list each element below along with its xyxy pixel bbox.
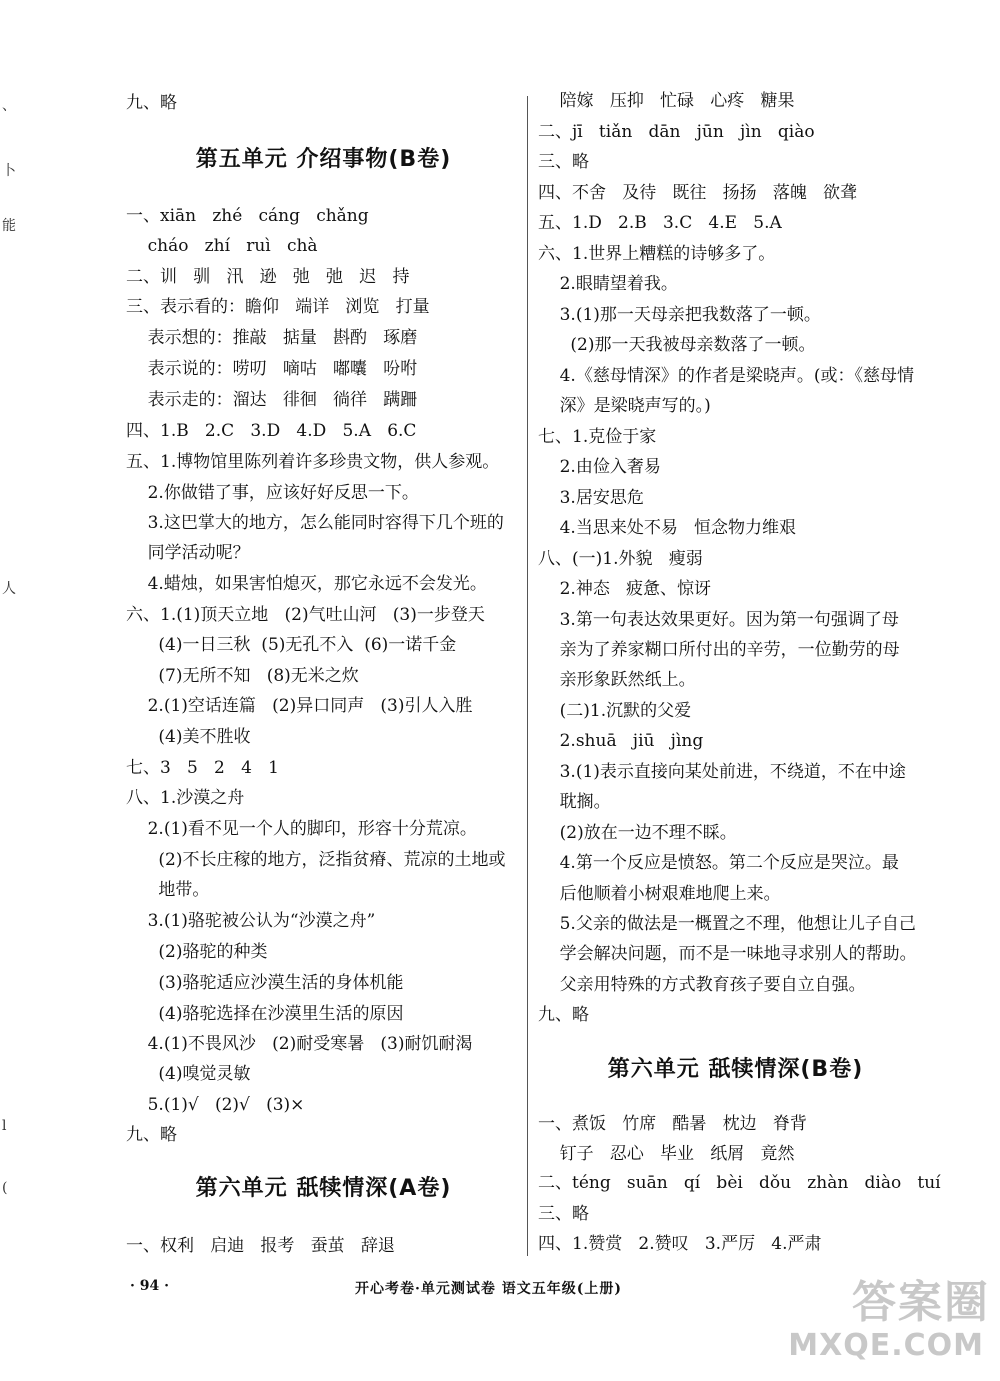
answer-line: 2.你做错了事，应该好好反思一下。 — [126, 483, 419, 503]
answer-line: (2)那一天我被母亲数落了一顿。 — [538, 335, 816, 355]
edge-mark: ( — [2, 1180, 8, 1196]
answer-line: 2.神态 疲惫、惊讶 — [538, 579, 712, 599]
answer-line: 三、表示看的：瞻仰 端详 浏览 打量 — [126, 297, 430, 317]
answer-line: 4.第一个反应是愤怒。第二个反应是哭泣。最 — [538, 853, 899, 873]
answer-line: 二、训 驯 汛 逊 弛 弛 迟 持 — [126, 267, 410, 287]
answer-line: 耽搁。 — [538, 792, 611, 812]
watermark-bottom: MXQE.COM — [788, 1328, 984, 1363]
answer-line: 三、略 — [538, 152, 589, 172]
answer-line: 钉子 忍心 毕业 纸屑 竟然 — [538, 1144, 795, 1164]
answer-line: (2)骆驼的种类 — [126, 942, 268, 962]
watermark-logo — [788, 1262, 990, 1372]
answer-line: 学会解决问题，而不是一味地寻求别人的帮助。 — [538, 944, 917, 964]
answer-line: 一、xiān zhé cáng chǎng — [126, 206, 369, 226]
answer-line: 2.由俭入奢易 — [538, 457, 661, 477]
answer-line: 3.(1)那一天母亲把我数落了一顿。 — [538, 305, 821, 325]
answer-line: 深》是梁晓声写的。) — [538, 396, 711, 416]
answer-line: 2.(1)空话连篇 (2)异口同声 (3)引人入胜 — [126, 696, 473, 716]
answer-line: 5.(1)√ (2)√ (3)× — [126, 1095, 305, 1115]
answer-line: 同学活动呢？ — [126, 543, 250, 563]
answer-line: 4.(1)不畏风沙 (2)耐受寒暑 (3)耐饥耐渴 — [126, 1034, 473, 1054]
answer-line: 四、1.赞赏 2.赞叹 3.严厉 4.严肃 — [538, 1234, 822, 1254]
edge-mark: 能 — [2, 218, 16, 234]
answer-line: 六、1.世界上糟糕的诗够多了。 — [538, 244, 776, 264]
answer-line: 七、1.克俭于家 — [538, 427, 657, 447]
answer-line: 亲形象跃然纸上。 — [538, 670, 696, 690]
answer-line: 陪嫁 压抑 忙碌 心疼 糖果 — [538, 91, 795, 111]
answer-line: 四、不舍 及待 既往 扬扬 落魄 欲聋 — [538, 183, 858, 203]
answer-line: 八、(一)1.外貌 瘦弱 — [538, 549, 703, 569]
answer-line: 五、1.博物馆里陈列着许多珍贵文物，供人参观。 — [126, 452, 500, 472]
edge-mark: l — [2, 1118, 7, 1134]
answer-line: (4)骆驼选择在沙漠里生活的原因 — [126, 1004, 404, 1024]
edge-mark: 卜 — [2, 163, 16, 179]
answer-line: 六、1.(1)顶天立地 (2)气吐山河 (3)一步登天 — [126, 605, 485, 625]
answer-line: 九、略 — [126, 1125, 177, 1145]
footer-text: 开心考卷·单元测试卷 语文五年级(上册) — [355, 1281, 622, 1297]
answer-line: 表示说的：唠叨 嘀咕 嘟囔 吩咐 — [126, 359, 418, 379]
edge-mark: 、 — [2, 98, 16, 114]
answer-line: 二、téng suān qí bèi dǒu zhàn diào tuí — [538, 1173, 941, 1193]
watermark-top: 答案圈 — [852, 1277, 990, 1328]
answer-line: (3)骆驼适应沙漠生活的身体机能 — [126, 973, 404, 993]
section-title: 第六单元 舐犊情深(B卷) — [607, 1057, 864, 1082]
answer-line: 父亲用特殊的方式教育孩子要自立自强。 — [538, 975, 866, 995]
answer-line: (7)无所不知 (8)无米之炊 — [126, 666, 359, 686]
answer-line: (二)1.沉默的父爱 — [538, 701, 692, 721]
answer-line: 3.(1)骆驼被公认为“沙漠之舟” — [126, 911, 376, 931]
answer-line: 3.第一句表达效果更好。因为第一句强调了母 — [538, 610, 899, 630]
answer-line: 九、略 — [538, 1005, 589, 1025]
answer-line: 八、1.沙漠之舟 — [126, 788, 245, 808]
answer-line: 亲为了养家糊口所付出的辛劳，一位勤劳的母 — [538, 640, 900, 660]
answer-line: 五、1.D 2.B 3.C 4.E 5.A — [538, 213, 782, 233]
answer-line: 一、权利 启迪 报考 蚕茧 辞退 — [126, 1236, 395, 1256]
answer-line: cháo zhí ruì chà — [126, 236, 318, 256]
column-divider — [527, 96, 528, 1256]
answer-line: (4)嗅觉灵敏 — [126, 1064, 251, 1084]
answer-line: 七、3 5 2 4 1 — [126, 758, 279, 778]
answer-line: 后他顺着小树艰难地爬上来。 — [538, 884, 781, 904]
answer-line: 2.(1)看不见一个人的脚印，形容十分荒凉。 — [126, 819, 477, 839]
answer-line: 3.这巴掌大的地方，怎么能同时容得下几个班的 — [126, 513, 504, 533]
answer-line: 表示想的：推敲 掂量 斟酌 琢磨 — [126, 328, 418, 348]
answer-line: 3.居安思危 — [538, 488, 644, 508]
answer-line: 二、jī tiǎn dān jūn jìn qiào — [538, 122, 815, 142]
answer-line: (2)不长庄稼的地方，泛指贫瘠、荒凉的土地或 — [126, 850, 506, 870]
answer-line: 4.《慈母情深》的作者是梁晓声。(或：《慈母情 — [538, 366, 914, 386]
answer-line: 一、煮饭 竹席 酷暑 枕边 脊背 — [538, 1114, 807, 1134]
answer-line: 2.眼睛望着我。 — [538, 274, 678, 294]
page-number: · 94 · — [130, 1278, 169, 1294]
answer-line: 4.当思来处不易 恒念物力维艰 — [538, 518, 797, 538]
section-title: 第六单元 舐犊情深(A卷) — [195, 1176, 452, 1201]
answer-line: 地带。 — [126, 880, 210, 900]
answer-line: (4)美不胜收 — [126, 727, 251, 747]
answer-line: 3.(1)表示直接向某处前进，不绕道，不在中途 — [538, 762, 906, 782]
answer-line: 表示走的：溜达 徘徊 徜徉 蹒跚 — [126, 390, 418, 410]
edge-mark: 人 — [2, 581, 16, 597]
answer-line: 三、略 — [538, 1204, 589, 1224]
answer-line: (4)一日三秋 (5)无孔不入 (6)一诺千金 — [126, 635, 457, 655]
answer-line: 四、1.B 2.C 3.D 4.D 5.A 6.C — [126, 421, 417, 441]
section-title: 第五单元 介绍事物(B卷) — [195, 147, 452, 172]
answer-line: 4.蜡烛，如果害怕熄灭，那它永远不会发光。 — [126, 574, 487, 594]
answer-line: 5.父亲的做法是一概置之不理，他想让儿子自己 — [538, 914, 916, 934]
answer-line: (2)放在一边不理不睬。 — [538, 823, 737, 843]
answer-line: 九、略 — [126, 93, 177, 113]
answer-line: 2.shuā jiū jìng — [538, 731, 704, 751]
